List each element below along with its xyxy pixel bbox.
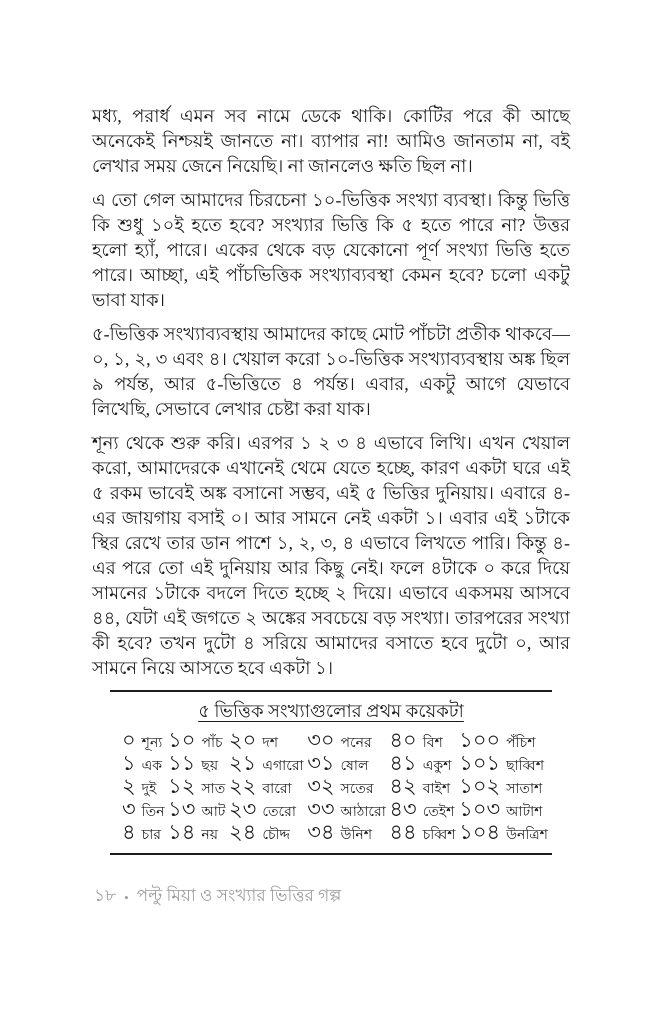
table-title-text: ৫ ভিত্তিক সংখ্যাগুলোর প্রথম কয়েকটা — [198, 701, 464, 721]
number-word: আঠারো — [340, 805, 386, 820]
table-cell — [307, 821, 386, 844]
table-column — [307, 729, 386, 844]
number-word: বিশ — [422, 736, 443, 751]
base5-numeral: ১০ — [168, 728, 196, 752]
table-cell — [459, 775, 548, 798]
paragraph-2: এ তো গেল আমাদের চিরচেনা ১০-ভিত্তিক সংখ্যা ব্যবস্থা। কিন্তু ভিত্তি কি শুধু ১০ই হতে হবে? সংখ্যার ভিত্তি কি ৫ হতে পারে না? উত্তর হলো হ্যাঁ, পারে। একের থেকে বড় যেকোনো পূর্ণ সংখ্যা ভিত্তি হতে পারে। আচ্ছা, এই পাঁচভিত্তিক সংখ্যাব্যবস্থা কেমন হবে? চলো একটু ভাবা যাক। — [92, 190, 570, 310]
table-cell — [389, 775, 455, 798]
number-word: দুই — [141, 782, 157, 797]
base5-numeral: ৩০ — [307, 728, 335, 752]
number-word: তেইশ — [422, 805, 455, 820]
base5-numeral: ১০১ — [459, 751, 501, 775]
number-word: পনের — [340, 736, 372, 751]
base5-numeral: ৪ — [122, 820, 136, 844]
table-cell — [168, 729, 225, 752]
base5-numeral: ১ — [122, 751, 136, 775]
paragraph-4: শূন্য থেকে শুরু করি। এরপর ১ ২ ৩ ৪ এভাবে লিখি। এখন খেয়াল করো, আমাদেরকে এখানেই থেমে যেতে হচ্ছে, কারণ একটা ঘরে এই ৫ রকম ভাবেই অঙ্ক বসানো সম্ভব, এই ৫ ভিত্তির দুনিয়ায়। এবারে ৪-এর জায়গায় বসাই ০। আর সামনে নেই একটা ১। এবার এই ১টাকে স্থির রেখে তার ডান পাশে ১, ২, ৩, ৪ এভাবে লিখতে পারি। কিন্তু ৪-এর পরে তো এই দুনিয়ায় আর কিছু নেই। ফলে ৪টাকে ০ করে দিয়ে সামনের ১টাকে বদলে দিতে হচ্ছে ২ দিয়ে। এভাবে একসময় আসবে ৪৪, যেটা এই জগতে ২ অঙ্কের সবচেয়ে বড় সংখ্যা। তারপরের সংখ্যা কী হবে? তখন দুটো ৪ সরিয়ে আমাদের বসাতে হবে দুটো ০, আর সামনে নিয়ে আসতে হবে একটা ১। — [92, 433, 570, 678]
number-word: দশ — [262, 736, 278, 751]
number-word: আট — [201, 805, 226, 820]
table-columns — [122, 729, 548, 844]
number-word: পাঁচ — [201, 736, 223, 751]
table-cell — [307, 752, 386, 775]
table-top-rule — [110, 690, 552, 692]
table-cell — [389, 798, 455, 821]
table-cell — [229, 775, 304, 798]
table-cell — [459, 821, 548, 844]
table-cell — [307, 729, 386, 752]
base5-numeral: ১৩ — [168, 797, 196, 821]
number-word: সতের — [340, 782, 374, 797]
number-word: তেরো — [262, 805, 296, 820]
table-cell — [122, 821, 165, 844]
number-word: নয় — [201, 828, 219, 843]
number-word: আটাশ — [506, 805, 543, 820]
base5-numeral: ১০০ — [459, 728, 501, 752]
base5-numeral: ৩ — [122, 797, 136, 821]
table-cell — [229, 798, 304, 821]
number-word: চৌদ্দ — [262, 828, 290, 843]
table-column — [168, 729, 225, 844]
base5-numeral: ১০২ — [459, 774, 501, 798]
page-number: ১৮ — [94, 886, 117, 905]
number-word: চব্বিশ — [422, 828, 456, 843]
base5-numeral: ২৪ — [229, 820, 257, 844]
table-cell — [122, 798, 165, 821]
base5-numeral: ৩২ — [307, 774, 335, 798]
base5-numeral: ৩৪ — [307, 820, 335, 844]
table-cell — [459, 752, 548, 775]
number-word: একুশ — [422, 759, 452, 774]
number-word: ষোল — [340, 759, 369, 774]
base5-numeral: ১০৪ — [459, 820, 501, 844]
table-cell — [389, 729, 455, 752]
paragraph-3: ৫-ভিত্তিক সংখ্যাব্যবস্থায় আমাদের কাছে মোট পাঁচটা প্রতীক থাকবে— ০, ১, ২, ৩ এবং ৪। খেয়াল করো ১০-ভিত্তিক সংখ্যাব্যবস্থায় অঙ্ক ছিল ৯ পর্যন্ত, আর ৫-ভিত্তিতে ৪ পর্যন্ত। এবার, একটু আগে যেভাবে লিখেছি, সেভাবে লেখার চেষ্টা করা যাক। — [92, 324, 570, 419]
table-cell — [459, 729, 548, 752]
number-word: বাইশ — [422, 782, 451, 797]
base5-numeral: ৩৩ — [307, 797, 335, 821]
number-word: ছয় — [201, 759, 219, 774]
book-title: পল্টু মিয়া ও সংখ্যার ভিত্তির গল্প — [136, 886, 342, 905]
table-column — [122, 729, 165, 844]
table-cell — [229, 752, 304, 775]
base5-numeral: ১০৩ — [459, 797, 501, 821]
table-cell — [389, 752, 455, 775]
table-cell — [229, 821, 304, 844]
table-column — [389, 729, 455, 844]
number-word: এক — [141, 759, 163, 774]
base5-numeral: ৪৩ — [389, 797, 417, 821]
footer-bullet-icon: • — [124, 889, 129, 905]
number-word: উনত্রিশ — [506, 828, 548, 843]
table-cell — [168, 752, 225, 775]
paragraph-1: মধ্য, পরার্ধ এমন সব নামে ডেকে থাকি। কোটির পরে কী আছে অনেকেই নিশ্চয়ই জানতে না। ব্যাপার না! আমিও জানতাম না, বই লেখার সময় জেনে নিয়েছি। না জানলেও ক্ষতি ছিল না। — [92, 106, 570, 176]
table-cell — [229, 729, 304, 752]
base5-numeral: ১২ — [168, 774, 196, 798]
base5-numeral: ৪১ — [389, 751, 417, 775]
table-cell — [389, 821, 455, 844]
number-word: পঁচিশ — [506, 736, 536, 751]
number-word: চার — [141, 828, 161, 843]
table-cell — [122, 752, 165, 775]
base5-numeral: ৪২ — [389, 774, 417, 798]
table-column — [459, 729, 548, 844]
number-word: সাতাশ — [506, 782, 543, 797]
table-title — [92, 699, 570, 723]
page-footer — [94, 883, 570, 911]
base5-numeral: ১৪ — [168, 820, 196, 844]
number-word: এগারো — [262, 759, 304, 774]
number-word: ছাব্বিশ — [506, 759, 544, 774]
page-body — [92, 104, 570, 681]
table-cell — [168, 798, 225, 821]
base5-number-table — [92, 690, 570, 855]
base5-numeral: ৩১ — [307, 751, 335, 775]
base5-numeral: ৪০ — [389, 728, 417, 752]
base5-numeral: ১১ — [168, 751, 196, 775]
table-bottom-rule — [110, 853, 552, 855]
number-word: সাত — [201, 782, 226, 797]
table-cell — [307, 775, 386, 798]
base5-numeral: ২২ — [229, 774, 257, 798]
base5-numeral: ২৩ — [229, 797, 257, 821]
table-cell — [459, 798, 548, 821]
number-word: শূন্য — [141, 736, 163, 751]
base5-numeral: ২ — [122, 774, 136, 798]
table-cell — [168, 821, 225, 844]
base5-numeral: ২১ — [229, 751, 257, 775]
base5-numeral: ৪৪ — [389, 820, 417, 844]
table-cell — [307, 798, 386, 821]
base5-numeral: ০ — [122, 728, 136, 752]
table-cell — [168, 775, 225, 798]
table-column — [229, 729, 304, 844]
number-word: বারো — [262, 782, 292, 797]
number-word: উনিশ — [340, 828, 373, 843]
table-cell — [122, 729, 165, 752]
number-word: তিন — [141, 805, 165, 820]
base5-numeral: ২০ — [229, 728, 257, 752]
table-cell — [122, 775, 165, 798]
